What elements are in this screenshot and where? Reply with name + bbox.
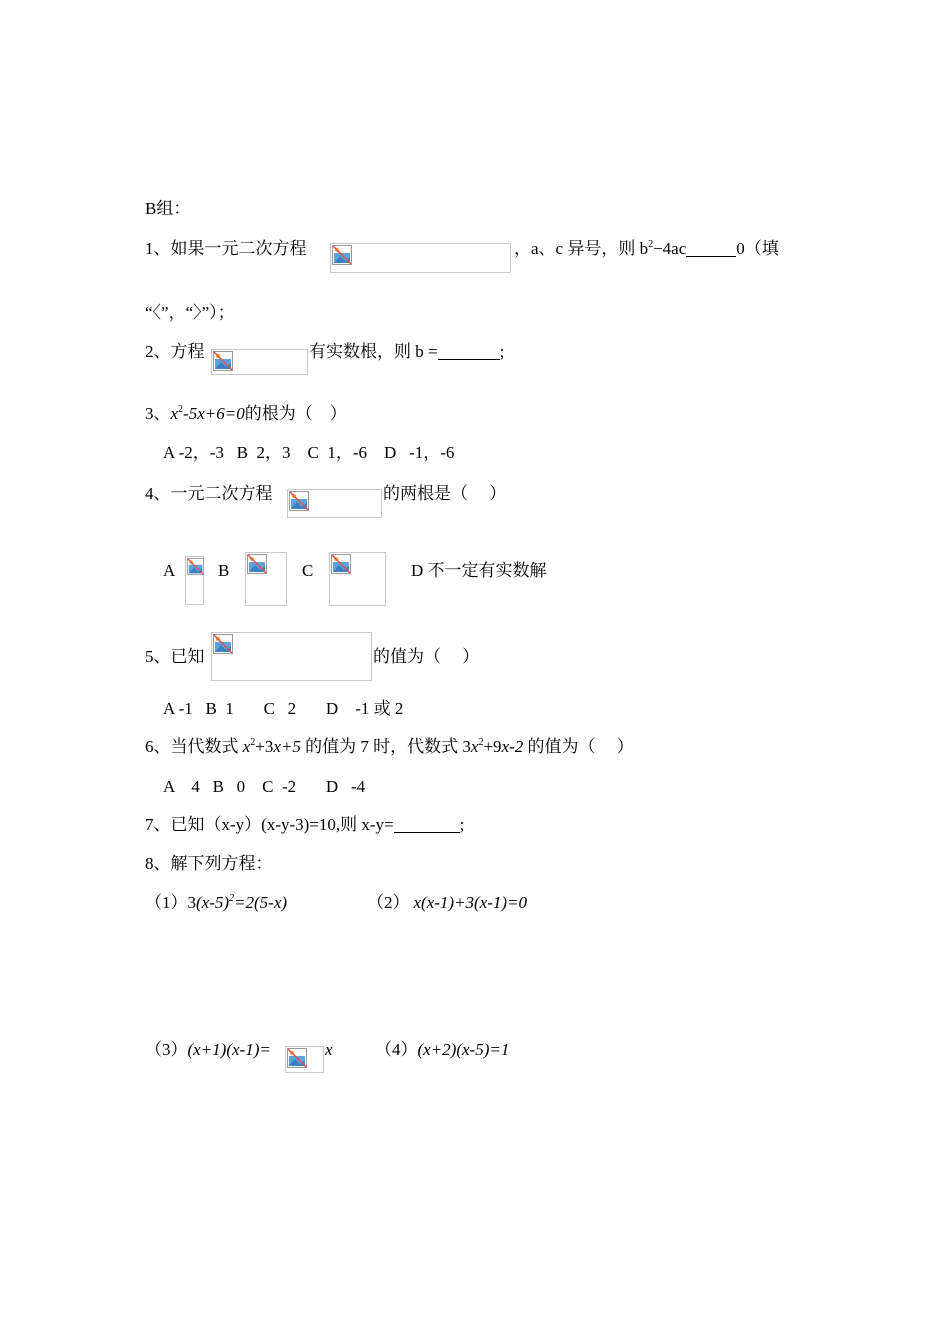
q4-option-d: D 不一定有实数解 xyxy=(411,561,547,580)
q1-condition: ，a、c 异号，则 $b^2-4ac$ 0（填 xyxy=(514,239,779,258)
question-4: 4、一元二次方程 xyxy=(145,484,273,503)
broken-image-icon xyxy=(332,245,352,265)
question-2: 2、方程 xyxy=(145,342,205,361)
question-7: 7、已知（x-y）(x-y-3)=10,则 x-y= ; xyxy=(145,815,465,834)
equation-image-placeholder xyxy=(330,243,511,273)
q1-prefix: 1、如果一元二次方程 xyxy=(145,239,307,258)
option-image-placeholder xyxy=(245,552,287,606)
q8-part-3: （3）(x+1)(x-1)= xyxy=(145,1040,271,1059)
q5-suffix: 的值为（ ） xyxy=(373,647,480,666)
option-image-placeholder xyxy=(185,556,204,605)
equation-image-placeholder xyxy=(285,1046,324,1073)
broken-image-icon xyxy=(331,554,351,574)
equation-image-placeholder xyxy=(287,489,382,518)
q4-suffix: 的两根是（ ） xyxy=(383,484,507,503)
broken-image-icon xyxy=(213,351,233,371)
q2-suffix: 有实数根，则 b = ; xyxy=(309,342,505,361)
q8-part-4: （4）(x+2)(x-5)=1 xyxy=(375,1040,510,1059)
q5-options: A -1 B 1 C 2 D -1 或 2 xyxy=(163,699,404,718)
q4-option-a-label: A xyxy=(163,561,176,580)
q4-option-b-label: B xyxy=(218,561,230,580)
q6-options: A 4 B 0 C -2 D -4 xyxy=(163,777,366,796)
broken-image-icon xyxy=(187,558,204,575)
equation-image-placeholder xyxy=(211,349,308,375)
question-8-title: 8、解下列方程： xyxy=(145,854,273,873)
question-3: 3、$x^2-5x+6=0$的根为（ ） xyxy=(145,404,347,423)
q3-options: A -2，-3 B 2，3 C 1，-6 D -1，-6 xyxy=(163,443,455,462)
q8-part-3-tail: x xyxy=(325,1040,333,1059)
broken-image-icon xyxy=(247,554,267,574)
group-title: B组： xyxy=(145,199,191,218)
q1-line-2: “〈”，“〉”）； xyxy=(145,303,235,322)
q4-option-c-label: C xyxy=(302,561,314,580)
answer-blank xyxy=(686,240,736,257)
question-1 xyxy=(145,238,307,260)
broken-image-icon xyxy=(287,1048,307,1068)
q8-part-1: $(1)3(x-5)^2=2(5-x)$ xyxy=(145,893,288,912)
question-5: 5、已知 xyxy=(145,647,205,666)
answer-blank xyxy=(394,816,460,833)
answer-blank xyxy=(438,343,500,360)
broken-image-icon xyxy=(289,491,309,511)
option-image-placeholder xyxy=(329,552,386,606)
q8-part-2: （2） x(x-1)+3(x-1)=0 xyxy=(367,893,528,912)
broken-image-icon xyxy=(213,634,233,654)
question-6: 6、当代数式 $x^2+3x+5$ 的值为 7 时，代数式 $3x^2+9x-2$ 的值为（ ） xyxy=(145,737,634,756)
equation-image-placeholder xyxy=(211,632,372,681)
